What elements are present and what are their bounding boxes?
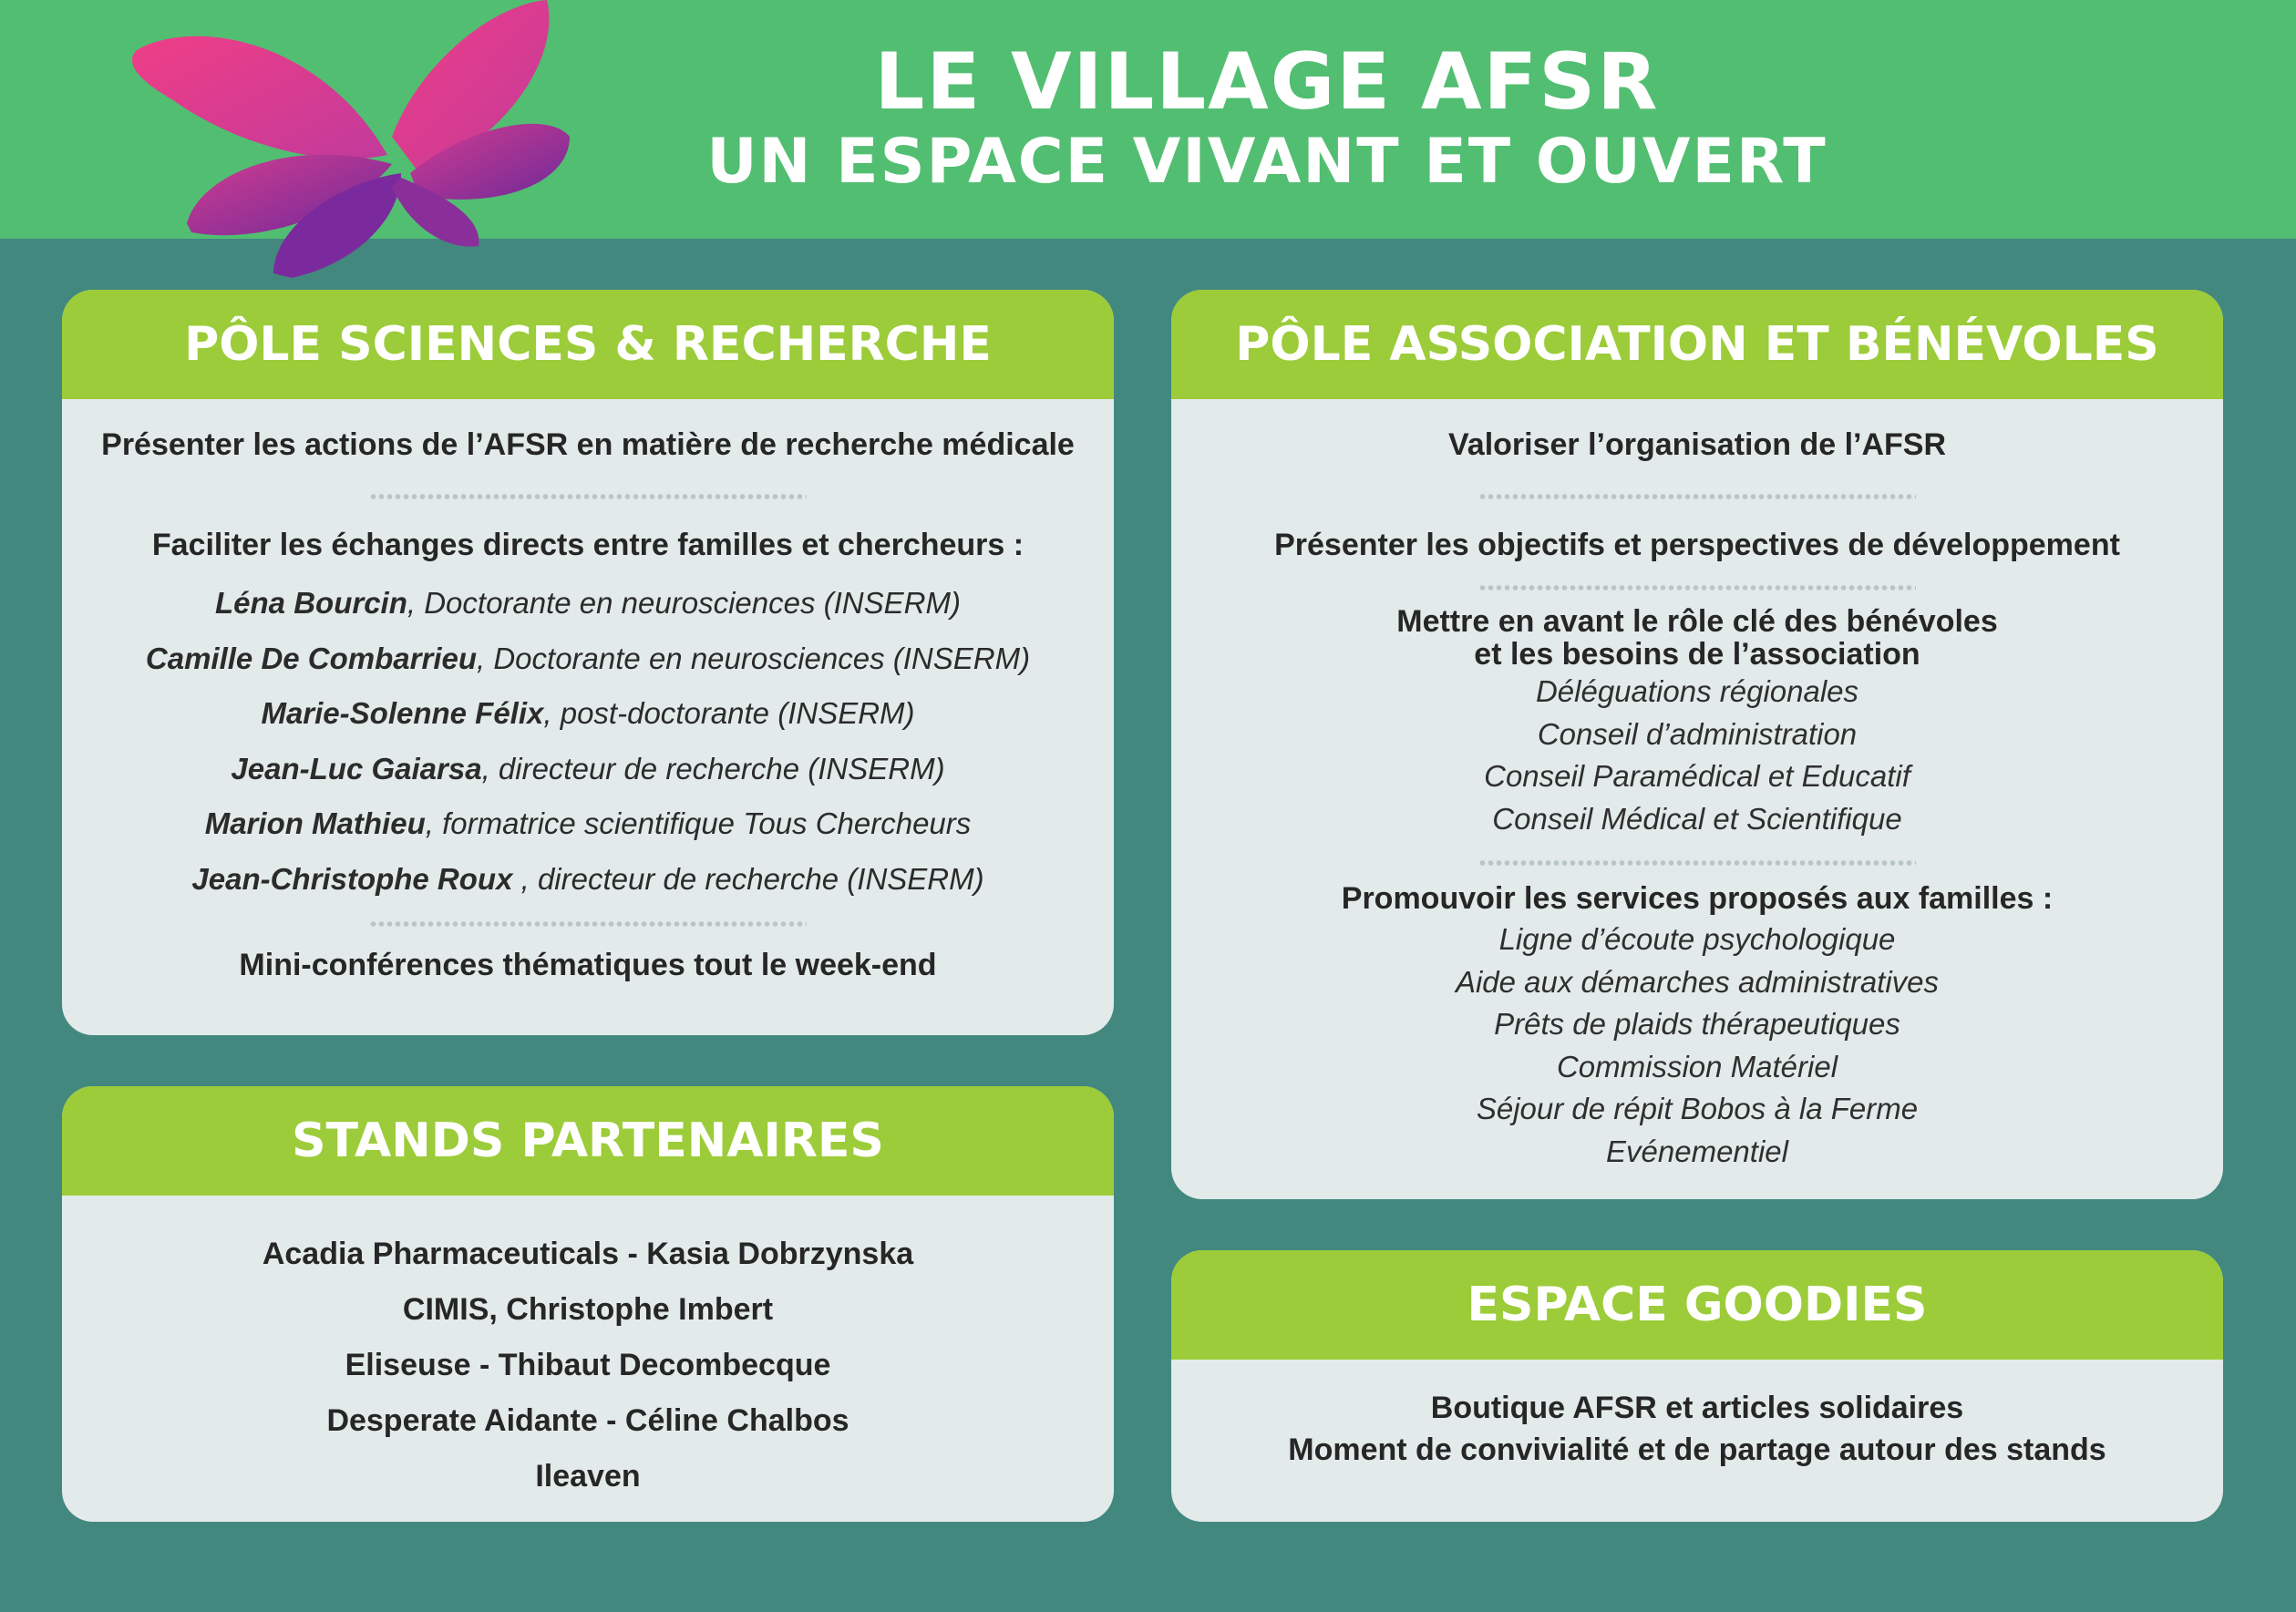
science-conferences: Mini-conférences thématiques tout le week-end	[239, 948, 937, 982]
service-item: Evénementiel	[1606, 1134, 1788, 1168]
researcher-item	[62, 742, 1114, 797]
council-list	[1171, 671, 2223, 840]
researcher-name: Jean-Luc Gaiarsa	[231, 751, 482, 785]
science-card	[62, 290, 1114, 1035]
science-exchange-title: Faciliter les échanges directs entre familles et chercheurs :	[151, 528, 1024, 562]
researcher-name: Marion Mathieu	[204, 806, 426, 840]
science-intro: Présenter les actions de l’AFSR en matière de recherche médicale	[101, 427, 1075, 462]
researcher-item	[62, 576, 1114, 631]
researcher-item	[62, 852, 1114, 908]
council-item: Déléguations régionales	[1535, 674, 1859, 708]
council-item: Conseil d’administration	[1537, 716, 1858, 751]
researcher-list	[62, 576, 1114, 907]
council-item: Conseil Paramédical et Educatif	[1484, 759, 1910, 793]
researcher-role: , Doctorante en neurosciences (INSERM)	[407, 586, 961, 620]
researcher-role: , Doctorante en neurosciences (INSERM)	[477, 641, 1031, 675]
goodies-line: Boutique AFSR et articles solidaires	[1430, 1391, 1964, 1425]
researcher-name: Jean-Christophe Roux	[191, 861, 513, 896]
partner-item: Ileaven	[535, 1459, 641, 1494]
partner-item: Eliseuse - Thibaut Decombecque	[345, 1348, 831, 1382]
separator	[1478, 858, 1916, 868]
partners-card	[62, 1086, 1114, 1522]
partner-item: Acadia Pharmaceuticals - Kasia Dobrzynska	[262, 1237, 914, 1271]
service-item: Séjour de répit Bobos à la Ferme	[1476, 1092, 1919, 1125]
science-card-title: PÔLE SCIENCES & RECHERCHE	[184, 317, 992, 372]
partners-card-body	[62, 1196, 1114, 1504]
science-card-body	[62, 425, 1114, 985]
page-title: LE VILLAGE AFSR	[874, 36, 1660, 128]
partner-item: CIMIS, Christophe Imbert	[402, 1292, 774, 1327]
researcher-role: , directeur de recherche (INSERM)	[512, 861, 984, 896]
association-item-objectives: Présenter les objectifs et perspectives de développement	[1274, 528, 2120, 562]
goodies-line: Moment de convivialité et de partage autour des stands	[1288, 1432, 2106, 1467]
association-card-body	[1171, 425, 2223, 1173]
researcher-role: , post-doctorante (INSERM)	[543, 696, 915, 730]
separator	[1478, 492, 1916, 501]
partner-item: Desperate Aidante - Céline Chalbos	[326, 1403, 849, 1438]
association-volunteers-line1: Mettre en avant le rôle clé des bénévoles	[1396, 604, 1998, 639]
partners-card-header	[62, 1086, 1114, 1196]
association-card	[1171, 290, 2223, 1199]
service-item: Commission Matériel	[1556, 1049, 1838, 1083]
association-card-header	[1171, 290, 2223, 399]
service-item: Ligne d’écoute psychologique	[1498, 922, 1896, 956]
researcher-item	[62, 796, 1114, 852]
researcher-role: , directeur de recherche (INSERM)	[481, 751, 945, 785]
researcher-item	[62, 686, 1114, 742]
goodies-card-title: ESPACE GOODIES	[1467, 1278, 1928, 1332]
researcher-name: Marie-Solenne Félix	[261, 696, 544, 730]
researcher-item	[62, 631, 1114, 687]
association-card-title: PÔLE ASSOCIATION ET BÉNÉVOLES	[1235, 317, 2159, 372]
researcher-name: Camille De Combarrieu	[145, 641, 478, 675]
association-volunteers-line2: et les besoins de l’association	[1474, 637, 1920, 672]
services-list	[1171, 919, 2223, 1173]
council-item: Conseil Médical et Scientifique	[1492, 801, 1902, 836]
goodies-card-header	[1171, 1250, 2223, 1360]
service-item: Prêts de plaids thérapeutiques	[1494, 1007, 1900, 1041]
association-services-title: Promouvoir les services proposés aux familles :	[1341, 881, 2054, 916]
goodies-card-body	[1171, 1360, 2223, 1471]
separator	[369, 492, 807, 501]
science-card-header	[62, 290, 1114, 399]
partners-card-title: STANDS PARTENAIRES	[292, 1114, 884, 1168]
separator	[1478, 583, 1916, 592]
separator	[369, 919, 807, 929]
goodies-card	[1171, 1250, 2223, 1522]
page-subtitle: UN ESPACE VIVANT ET OUVERT	[706, 126, 1828, 198]
researcher-name: Léna Bourcin	[215, 586, 407, 620]
association-item-organisation: Valoriser l’organisation de l’AFSR	[1447, 427, 1947, 462]
butterfly-logo	[118, 0, 592, 282]
service-item: Aide aux démarches administratives	[1455, 964, 1940, 999]
researcher-role: , formatrice scientifique Tous Chercheurs	[425, 806, 972, 840]
